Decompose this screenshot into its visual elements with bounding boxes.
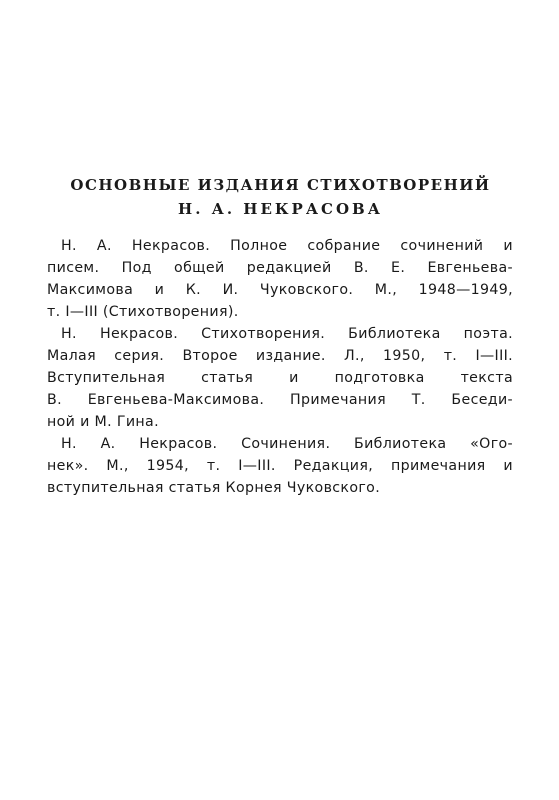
- entry-3-line-2: нек». М., 1954, т. I—III. Редакция, примечания и: [47, 458, 513, 474]
- entry-2-line-5: ной и М. Гина.: [47, 414, 159, 430]
- entry-1-line-1: Н. А. Некрасов. Полное собрание сочинений и: [61, 238, 513, 254]
- entry-2-line-2: Малая серия. Второе издание. Л., 1950, т. I—III.: [47, 348, 513, 364]
- entry-2-line-1: Н. Некрасов. Стихотворения. Библиотека поэта.: [61, 326, 513, 342]
- section-heading-line-2: Н. А. НЕКРАСОВА: [178, 200, 383, 218]
- entry-2-line-4: В. Евгеньева-Максимова. Примечания Т. Беседи-: [47, 392, 513, 408]
- entry-3-line-3: вступительная статья Корнея Чуковского.: [47, 480, 381, 496]
- entry-3-line-1: Н. А. Некрасов. Сочинения. Библиотека «Ого-: [61, 436, 513, 452]
- entry-2-line-3: Вступительная статья и подготовка текста: [47, 370, 513, 386]
- entry-1-line-3: Максимова и К. И. Чуковского. М., 1948—1949,: [47, 282, 513, 298]
- entry-1-line-2: писем. Под общей редакцией В. Е. Евгеньева-: [47, 260, 513, 276]
- section-heading-line-1: ОСНОВНЫЕ ИЗДАНИЯ СТИХОТВОРЕНИЙ: [70, 176, 491, 194]
- entry-1-line-4: т. I—III (Стихотворения).: [47, 304, 239, 320]
